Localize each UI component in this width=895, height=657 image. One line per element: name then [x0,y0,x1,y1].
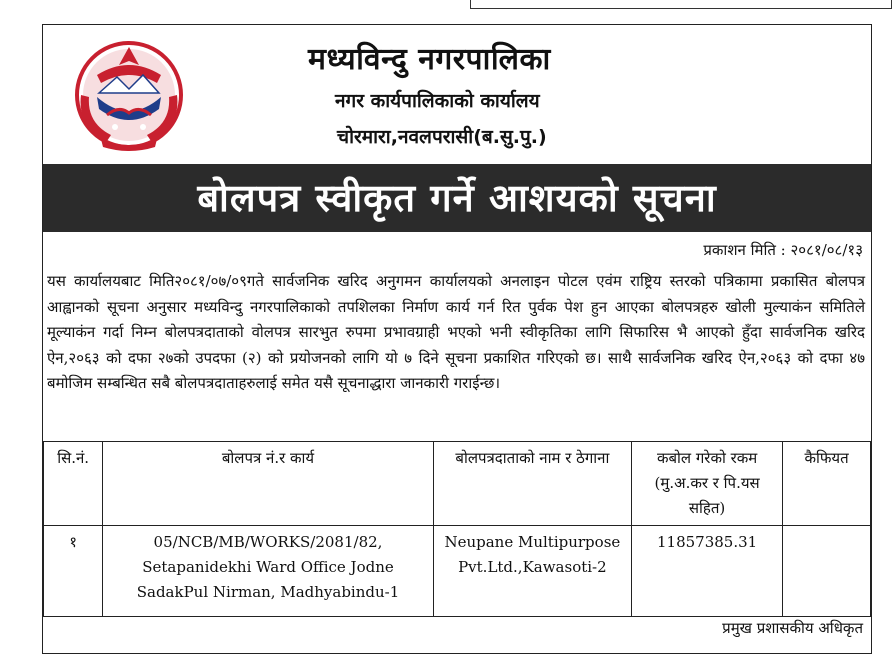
previous-notice-fragment [470,0,892,9]
municipality-name: मध्यविन्दु नगरपालिका [308,42,551,77]
cell-amount: 11857385.31 [632,526,783,617]
office-address: चोरमारा,नवलपरासी(ब.सु.पु.) [337,126,547,148]
office-name: नगर कार्यपालिकाको कार्यालय [335,90,540,112]
signatory-title: प्रमुख प्रशासकीय अधिकृत [722,619,863,637]
notice-title: बोलपत्र स्वीकृत गर्ने आशयको सूचना [197,176,717,220]
table-row [44,526,871,617]
cell-work: 05/NCB/MB/WORKS/2081/82, Setapanidekhi Ward Office Jodne SadakPul Nirman, Madhyabindu-1 [103,526,433,617]
header-work: बोलपत्र नं.र कार्य [103,442,433,526]
nepal-emblem-icon [67,35,191,155]
notice-body: यस कार्यालयबाट मिति२०८१/०७/०९गते सार्वजनिक खरिद अनुगमन कार्यालयको अनलाइन पोटल एवंम राष्ट्रिय स्तरको पत्रिकामा प्रकासित बोलपत्र आह्वानको सूचना अनुसार मध्यविन्दु नगरपालिकाको तपशिलका निर्माण कार्य गर्न रित पुर्वक पेश हुन आएका बोलपत्रहरु खोली मुल्याकंन समितिले मूल्याकंन गर्दा निम्न बोलपत्रदाताको वोलपत्र सारभुत रुपमा प्रभावग्राही भएको भनी स्वीकृतिका लागि सिफारिस भै आएको हुँदा सार्वजनिक खरिद ऐन,२०६३ को दफा २७को उपदफा (२) को प्रयोजनको लागि यो ७ दिने सूचना प्रकाशित गरिएको छ। साथै सार्वजनिक खरिद ऐन,२०६३ को दफा ४७ बमोजिम सम्बन्धित सबै बोलपत्रदाताहरुलाई समेत यसै सूचनाद्धारा जानकारी गराईन्छ। [47,272,865,392]
notice-frame [42,24,872,654]
header-sn: सि.नं. [44,442,103,526]
cell-bidder: Neupane Multipurpose Pvt.Ltd.,Kawasoti-2 [433,526,631,617]
header-amount: कबोल गरेको रकम (मु.अ.कर र पि.यस सहित) [632,442,783,526]
cell-sn: १ [44,526,103,617]
bid-table [43,441,871,617]
table-header-row [44,442,871,526]
publication-date: प्रकाशन मिति : २०८१/०८/१३ [703,241,863,259]
notice-header [43,25,871,163]
notice-title-banner [43,164,871,232]
header-remarks: कैफियत [783,442,871,526]
cell-remarks [783,526,871,617]
header-bidder: बोलपत्रदाताको नाम र ठेगाना [433,442,631,526]
